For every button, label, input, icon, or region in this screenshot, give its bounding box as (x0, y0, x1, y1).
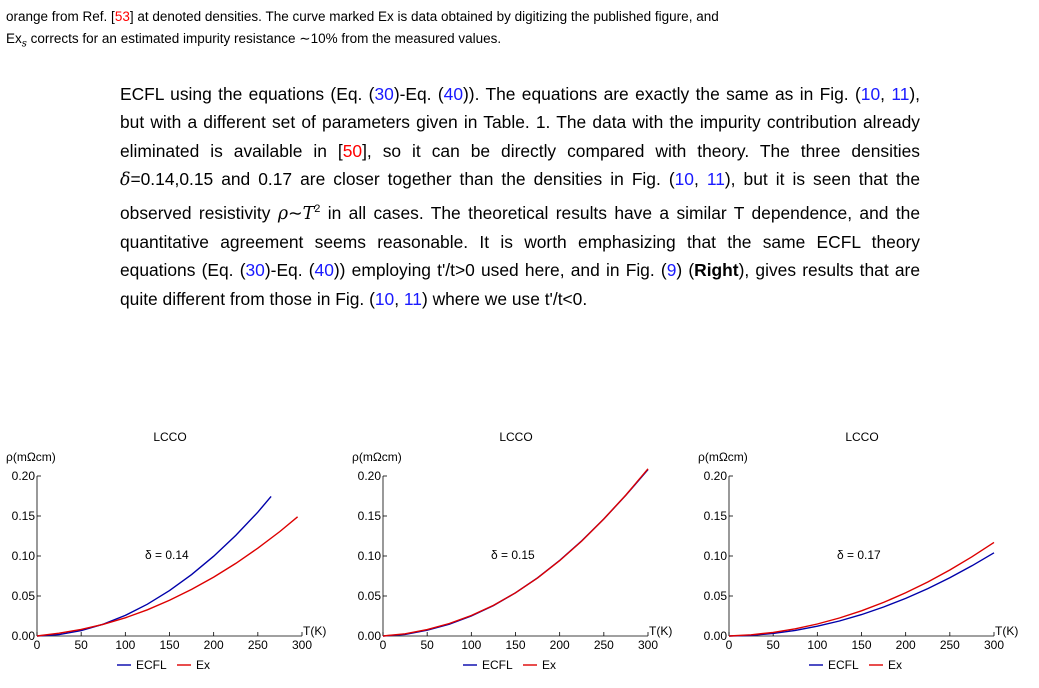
y-tick-label: 0.05 (703, 589, 727, 603)
fig-ref-link[interactable]: 11 (891, 84, 910, 104)
delta-symbol: δ (120, 170, 131, 191)
y-tick-label: 0.00 (11, 629, 35, 643)
eq-ref-link[interactable]: 40 (314, 260, 334, 281)
legend-label-ex: Ex (542, 658, 557, 672)
sim-symbol: ∼ (288, 202, 303, 223)
caption-line-1 (6, 6, 1034, 28)
x-tick-label: 250 (247, 638, 268, 652)
chart-1-svg (0, 428, 346, 683)
x-tick-label: 250 (939, 638, 960, 652)
para-text: , (693, 169, 707, 190)
x-tick-label: 250 (593, 638, 614, 652)
series-line-ecfl (37, 496, 271, 636)
density-annotation: δ = 0.17 (837, 548, 881, 562)
rho-symbol: ρ (277, 203, 289, 224)
eq-ref-link[interactable]: 30 (374, 84, 394, 104)
density-annotation: δ = 0.15 (491, 548, 535, 562)
density-annotation: δ = 0.14 (145, 548, 189, 562)
figure-charts (0, 428, 1039, 683)
para-text: , (394, 288, 404, 309)
y-axis-label: ρ(mΩcm) (698, 450, 748, 464)
y-tick-label: 0.05 (357, 589, 381, 603)
chart-2-svg (346, 428, 692, 683)
chart-panel-1 (0, 428, 346, 683)
legend-label-ecfl: ECFL (136, 658, 167, 672)
x-axis-label: T(K) (995, 624, 1019, 638)
para-text: , (880, 84, 892, 104)
caption-text-b: ] at denoted densities. The curve marked Ex is data obtained by digitizing the published figure, and (129, 9, 719, 24)
eq-ref-link[interactable]: 30 (245, 260, 265, 281)
y-tick-label: 0.00 (703, 629, 727, 643)
x-tick-label: 0 (379, 638, 387, 652)
y-tick-label: 0.15 (11, 509, 35, 523)
para-text: ), but with a different set of parameters given in Table. 1. The data with the impurity contribution already eliminated is available in [ (120, 84, 921, 161)
para-text: )). The equations are exactly the same as in Fig. ( (463, 84, 861, 104)
right-label: Right (694, 260, 739, 281)
para-text: ) ( (676, 260, 695, 281)
caption-line-2 (6, 28, 1034, 56)
legend-label-ex: Ex (888, 658, 903, 672)
para-text: ), but it is seen that the observed resistivity (120, 169, 920, 223)
y-tick-label: 0.20 (357, 469, 381, 483)
y-tick-label: 0.00 (357, 629, 381, 643)
y-tick-label: 0.15 (357, 509, 381, 523)
x-tick-label: 100 (807, 638, 828, 652)
y-tick-label: 0.05 (11, 589, 35, 603)
chart-title: LCCO (153, 430, 187, 444)
T-symbol: T (302, 203, 315, 224)
x-axis-label: T(K) (303, 624, 327, 638)
body-paragraph (120, 80, 920, 313)
chart-panel-2 (346, 428, 692, 683)
caption-ex-subscript: s (21, 38, 27, 50)
chart-3-svg (692, 428, 1038, 683)
caption-ex-label: Ex (6, 31, 22, 46)
fig-ref-link[interactable]: 10 (374, 288, 395, 309)
para-text: ) where we use t'/t<0. (421, 288, 588, 309)
series-line-ex (37, 517, 298, 636)
x-axis-label: T(K) (649, 624, 673, 638)
fig-ref-link[interactable]: 10 (860, 84, 881, 104)
caption-ref-link[interactable]: 53 (114, 9, 130, 24)
y-tick-label: 0.10 (703, 549, 727, 563)
para-text: )) employing t'/t>0 used here, and in Fig. ( (333, 260, 667, 281)
y-tick-label: 0.20 (703, 469, 727, 483)
x-tick-label: 150 (159, 638, 180, 652)
para-text: )-Eq. ( (264, 260, 315, 281)
x-tick-label: 200 (895, 638, 916, 652)
chart-title: LCCO (845, 430, 879, 444)
fig-ref-link[interactable]: 11 (403, 288, 422, 309)
fig-ref-link[interactable]: 9 (666, 260, 677, 281)
y-tick-label: 0.10 (357, 549, 381, 563)
x-tick-label: 50 (74, 638, 88, 652)
caption-line2-text: corrects for an estimated impurity resistance ∼10% from the measured values. (26, 31, 502, 46)
para-text: =0.14,0.15 and 0.17 are closer together than the densities in Fig. ( (130, 169, 675, 190)
para-text: in all cases. The theoretical results have a similar T dependence, and the quantitative agreement seems reasonable. It is worth emphasizing that the same ECFL theory equations (Eq. ( (120, 202, 921, 281)
para-text: ), gives results that are quite different from those in Fig. ( (120, 260, 920, 309)
exponent: 2 (314, 202, 321, 215)
fig-ref-link[interactable]: 11 (706, 169, 725, 190)
x-tick-label: 200 (549, 638, 570, 652)
caption-text-a: orange from Ref. [ (6, 9, 115, 24)
citation-link[interactable]: 50 (342, 140, 363, 161)
legend-label-ex: Ex (196, 658, 211, 672)
para-text: )-Eq. ( (393, 84, 444, 104)
x-tick-label: 50 (420, 638, 434, 652)
x-tick-label: 100 (115, 638, 136, 652)
x-tick-label: 200 (203, 638, 224, 652)
x-tick-label: 100 (461, 638, 482, 652)
x-tick-label: 150 (505, 638, 526, 652)
series-line-ecfl (729, 553, 994, 636)
x-tick-label: 300 (291, 638, 313, 652)
y-tick-label: 0.10 (11, 549, 35, 563)
figure-caption (6, 6, 1034, 56)
eq-ref-link[interactable]: 40 (443, 84, 464, 104)
chart-panel-3 (692, 428, 1038, 683)
x-tick-label: 0 (725, 638, 733, 652)
x-tick-label: 150 (851, 638, 872, 652)
fig-ref-link[interactable]: 10 (674, 169, 694, 190)
y-tick-label: 0.15 (703, 509, 727, 523)
chart-title: LCCO (499, 430, 533, 444)
x-tick-label: 50 (766, 638, 780, 652)
x-tick-label: 0 (33, 638, 41, 652)
legend-label-ecfl: ECFL (482, 658, 513, 672)
y-tick-label: 0.20 (11, 469, 35, 483)
y-axis-label: ρ(mΩcm) (352, 450, 402, 464)
x-tick-label: 300 (983, 638, 1005, 652)
legend-label-ecfl: ECFL (828, 658, 859, 672)
x-tick-label: 300 (637, 638, 659, 652)
y-axis-label: ρ(mΩcm) (6, 450, 56, 464)
para-text: ], so it can be directly compared with theory. The three densities (362, 140, 921, 161)
para-text: ECFL using the equations (Eq. ( (120, 84, 375, 104)
